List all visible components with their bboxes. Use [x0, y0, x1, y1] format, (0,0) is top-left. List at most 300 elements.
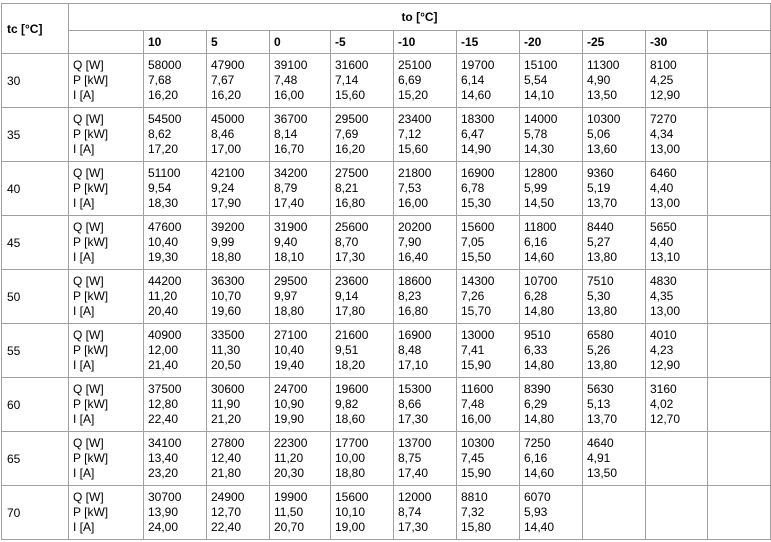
cell-value: 8,62 — [148, 127, 172, 141]
empty-cell — [646, 432, 708, 486]
table-row — [2, 432, 771, 486]
cell-value: 15,70 — [461, 304, 492, 318]
data-cell — [331, 54, 394, 108]
cell-value: 14,10 — [524, 88, 555, 102]
cell-value: 18,60 — [335, 412, 366, 426]
cell-value: 5,27 — [587, 235, 611, 249]
cell-value: 21,80 — [211, 466, 242, 480]
cell-value: 11,50 — [274, 505, 304, 519]
data-cell — [331, 324, 394, 378]
data-cell — [207, 486, 270, 540]
tc-value: 40 — [2, 162, 69, 216]
data-cell — [394, 486, 457, 540]
to-value-header: 0 — [270, 31, 331, 54]
cell-value: 19,40 — [274, 358, 305, 372]
data-cell — [144, 378, 207, 432]
cell-value: 11300 — [587, 58, 620, 72]
cell-value: 6,69 — [398, 73, 422, 87]
cell-value: 54500 — [148, 112, 182, 126]
cell-value: 14000 — [524, 112, 558, 126]
to-value-header: -25 — [583, 31, 646, 54]
cell-value: 14,60 — [461, 88, 492, 102]
cell-value: 31900 — [274, 220, 308, 234]
cell-value: 10300 — [461, 436, 495, 450]
cell-value: 8810 — [461, 490, 488, 504]
cell-value: 6,14 — [461, 73, 485, 87]
empty-cell — [708, 162, 771, 216]
cell-value: 45000 — [211, 112, 245, 126]
param-label: P [kW] — [73, 451, 109, 465]
cell-value: 7,12 — [398, 127, 422, 141]
cell-value: 7,32 — [461, 505, 485, 519]
param-labels — [69, 270, 144, 324]
cell-value: 27100 — [274, 328, 308, 342]
cell-value: 12000 — [398, 490, 432, 504]
cell-value: 17,30 — [335, 250, 366, 264]
to-header-spacer — [69, 31, 144, 54]
cell-value: 13,80 — [587, 358, 618, 372]
param-labels — [69, 324, 144, 378]
cell-value: 19700 — [461, 58, 495, 72]
cell-value: 5,54 — [524, 73, 548, 87]
data-cell — [457, 486, 520, 540]
table-row — [2, 108, 771, 162]
cell-value: 19,00 — [335, 520, 366, 534]
cell-value: 10300 — [587, 112, 621, 126]
cell-value: 15100 — [524, 58, 558, 72]
cell-value: 21600 — [335, 328, 369, 342]
cell-value: 6,47 — [461, 127, 485, 141]
cell-value: 34200 — [274, 166, 308, 180]
cell-value: 13000 — [461, 328, 495, 342]
cell-value: 12,90 — [650, 88, 681, 102]
cell-value: 5,99 — [524, 181, 548, 195]
table-row — [2, 216, 771, 270]
empty-cell — [583, 486, 646, 540]
cell-value: 7,05 — [461, 235, 485, 249]
cell-value: 13,00 — [650, 142, 681, 156]
data-cell — [646, 378, 708, 432]
empty-cell — [708, 216, 771, 270]
cell-value: 6,33 — [524, 343, 548, 357]
data-cell — [520, 432, 583, 486]
cell-value: 8,75 — [398, 451, 422, 465]
cell-value: 17,20 — [148, 142, 179, 156]
data-cell — [520, 324, 583, 378]
cell-value: 39100 — [274, 58, 308, 72]
cell-value: 4,40 — [650, 181, 674, 195]
data-cell — [583, 432, 646, 486]
cell-value: 19,60 — [211, 304, 242, 318]
cell-value: 17,10 — [398, 358, 429, 372]
table-row — [2, 270, 771, 324]
cell-value: 8,46 — [211, 127, 235, 141]
data-cell — [583, 216, 646, 270]
param-label: I [A] — [73, 358, 95, 372]
tc-value: 65 — [2, 432, 69, 486]
cell-value: 17,40 — [398, 466, 429, 480]
cell-value: 16,80 — [398, 304, 429, 318]
cell-value: 29500 — [274, 274, 308, 288]
cell-value: 7,67 — [211, 73, 235, 87]
data-cell — [646, 162, 708, 216]
param-label: P [kW] — [73, 235, 109, 249]
data-cell — [270, 108, 331, 162]
table-row — [2, 324, 771, 378]
cell-value: 8100 — [650, 58, 677, 72]
table-row — [2, 162, 771, 216]
tc-value: 45 — [2, 216, 69, 270]
empty-cell — [646, 486, 708, 540]
cell-value: 20200 — [398, 220, 432, 234]
empty-cell — [708, 54, 771, 108]
cell-value: 10,70 — [211, 289, 242, 303]
cell-value: 15,50 — [461, 250, 492, 264]
cell-value: 58000 — [148, 58, 182, 72]
data-cell — [394, 54, 457, 108]
cell-value: 18,30 — [148, 196, 179, 210]
cell-value: 11,30 — [211, 343, 241, 357]
cell-value: 15,30 — [461, 196, 492, 210]
data-cell — [457, 162, 520, 216]
cell-value: 8,74 — [398, 505, 422, 519]
data-cell — [520, 216, 583, 270]
cell-value: 33500 — [211, 328, 245, 342]
cell-value: 16,00 — [274, 88, 305, 102]
cell-value: 9,99 — [211, 235, 235, 249]
cell-value: 30700 — [148, 490, 182, 504]
data-cell — [270, 432, 331, 486]
cell-value: 36300 — [211, 274, 245, 288]
cell-value: 10,90 — [274, 397, 305, 411]
cell-value: 11,20 — [274, 451, 304, 465]
to-value-header: -5 — [331, 31, 394, 54]
param-label: I [A] — [73, 466, 95, 480]
param-labels — [69, 162, 144, 216]
cell-value: 13,80 — [587, 304, 618, 318]
cell-value: 27800 — [211, 436, 245, 450]
cell-value: 13,50 — [587, 466, 618, 480]
cell-value: 6,29 — [524, 397, 548, 411]
param-label: Q [W] — [73, 166, 104, 180]
cell-value: 15,80 — [461, 520, 492, 534]
cell-value: 23400 — [398, 112, 432, 126]
param-labels — [69, 216, 144, 270]
cell-value: 17,30 — [398, 412, 429, 426]
param-label: Q [W] — [73, 220, 104, 234]
cell-value: 13,60 — [587, 142, 618, 156]
empty-header-cell — [708, 31, 771, 54]
param-label: Q [W] — [73, 112, 104, 126]
cell-value: 4,23 — [650, 343, 674, 357]
cell-value: 21800 — [398, 166, 432, 180]
empty-cell — [708, 324, 771, 378]
cell-value: 4,40 — [650, 235, 674, 249]
cell-value: 16,80 — [335, 196, 366, 210]
cell-value: 15,20 — [398, 88, 429, 102]
cell-value: 8,21 — [335, 181, 359, 195]
cell-value: 7,41 — [461, 343, 485, 357]
cell-value: 23,20 — [148, 466, 179, 480]
data-cell — [457, 108, 520, 162]
cell-value: 19600 — [335, 382, 369, 396]
data-cell — [144, 54, 207, 108]
cell-value: 4,90 — [587, 73, 611, 87]
cell-value: 21,20 — [211, 412, 242, 426]
cell-value: 7,26 — [461, 289, 485, 303]
data-cell — [207, 270, 270, 324]
data-cell — [331, 216, 394, 270]
param-label: P [kW] — [73, 73, 109, 87]
cell-value: 5,30 — [587, 289, 611, 303]
cell-value: 17700 — [335, 436, 369, 450]
cell-value: 9,51 — [335, 343, 359, 357]
cell-value: 7250 — [524, 436, 551, 450]
tc-value: 50 — [2, 270, 69, 324]
cell-value: 8,14 — [274, 127, 298, 141]
cell-value: 18300 — [461, 112, 495, 126]
data-cell — [207, 54, 270, 108]
tc-value: 60 — [2, 378, 69, 432]
cell-value: 7,48 — [461, 397, 485, 411]
cell-value: 6070 — [524, 490, 551, 504]
cell-value: 16,70 — [274, 142, 305, 156]
cell-value: 10700 — [524, 274, 558, 288]
data-cell — [144, 432, 207, 486]
to-value-header: -10 — [394, 31, 457, 54]
cell-value: 42100 — [211, 166, 245, 180]
cell-value: 17,30 — [398, 520, 429, 534]
cell-value: 7,90 — [398, 235, 422, 249]
cell-value: 24700 — [274, 382, 308, 396]
cell-value: 20,50 — [211, 358, 242, 372]
cell-value: 8390 — [524, 382, 551, 396]
data-cell — [457, 324, 520, 378]
cell-value: 15600 — [461, 220, 495, 234]
cell-value: 16,20 — [335, 142, 366, 156]
param-label: I [A] — [73, 250, 95, 264]
param-label: Q [W] — [73, 58, 104, 72]
cell-value: 10,10 — [335, 505, 366, 519]
cell-value: 5,93 — [524, 505, 548, 519]
data-cell — [520, 378, 583, 432]
cell-value: 5630 — [587, 382, 614, 396]
to-value-header: 5 — [207, 31, 270, 54]
data-cell — [457, 270, 520, 324]
table-row — [2, 54, 771, 108]
cell-value: 17,80 — [335, 304, 366, 318]
data-cell — [270, 162, 331, 216]
param-label: P [kW] — [73, 127, 109, 141]
param-labels — [69, 108, 144, 162]
to-value-header: 10 — [144, 31, 207, 54]
cell-value: 17,00 — [211, 142, 242, 156]
cell-value: 29500 — [335, 112, 369, 126]
data-cell — [394, 378, 457, 432]
cell-value: 6,78 — [461, 181, 485, 195]
cell-value: 13,50 — [587, 88, 618, 102]
cell-value: 8,70 — [335, 235, 359, 249]
cell-value: 9,14 — [335, 289, 359, 303]
data-cell — [457, 378, 520, 432]
cell-value: 10,40 — [274, 343, 305, 357]
data-cell — [394, 162, 457, 216]
data-cell — [207, 162, 270, 216]
data-cell — [331, 270, 394, 324]
param-label: P [kW] — [73, 343, 109, 357]
cell-value: 19,90 — [274, 412, 305, 426]
param-label: P [kW] — [73, 289, 109, 303]
param-label: I [A] — [73, 412, 95, 426]
cell-value: 27500 — [335, 166, 369, 180]
param-label: P [kW] — [73, 181, 109, 195]
cell-value: 8,23 — [398, 289, 422, 303]
cell-value: 47900 — [211, 58, 245, 72]
tc-header: tc [°C] — [2, 4, 69, 54]
empty-cell — [708, 486, 771, 540]
param-label: Q [W] — [73, 436, 104, 450]
cell-value: 12,70 — [650, 412, 681, 426]
cell-value: 4,02 — [650, 397, 674, 411]
cell-value: 16900 — [461, 166, 495, 180]
cell-value: 44200 — [148, 274, 182, 288]
cell-value: 4,91 — [587, 451, 611, 465]
cell-value: 5,06 — [587, 127, 611, 141]
cell-value: 11600 — [461, 382, 494, 396]
data-cell — [520, 54, 583, 108]
param-label: Q [W] — [73, 328, 104, 342]
cell-value: 21,40 — [148, 358, 179, 372]
data-cell — [646, 54, 708, 108]
tc-value: 70 — [2, 486, 69, 540]
cell-value: 20,40 — [148, 304, 179, 318]
cell-value: 6,16 — [524, 451, 548, 465]
cell-value: 15,60 — [398, 142, 429, 156]
cell-value: 14,60 — [524, 250, 555, 264]
cell-value: 14,90 — [461, 142, 492, 156]
cell-value: 16,40 — [398, 250, 429, 264]
cell-value: 13700 — [398, 436, 432, 450]
cell-value: 6,28 — [524, 289, 548, 303]
cell-value: 6580 — [587, 328, 614, 342]
param-label: Q [W] — [73, 382, 104, 396]
cell-value: 18600 — [398, 274, 432, 288]
cell-value: 15,90 — [461, 466, 492, 480]
cell-value: 15300 — [398, 382, 432, 396]
data-cell — [583, 324, 646, 378]
param-labels — [69, 378, 144, 432]
param-labels — [69, 432, 144, 486]
data-cell — [520, 108, 583, 162]
cell-value: 16,00 — [461, 412, 492, 426]
cell-value: 34100 — [148, 436, 182, 450]
data-cell — [144, 108, 207, 162]
cell-value: 18,20 — [335, 358, 366, 372]
cell-value: 4,35 — [650, 289, 674, 303]
table-row — [2, 486, 771, 540]
cell-value: 4010 — [650, 328, 677, 342]
cell-value: 11800 — [524, 220, 557, 234]
cell-value: 16,20 — [148, 88, 179, 102]
cell-value: 12,70 — [211, 505, 242, 519]
data-cell — [583, 108, 646, 162]
data-cell — [583, 162, 646, 216]
cell-value: 14,80 — [524, 412, 555, 426]
data-cell — [520, 162, 583, 216]
cell-value: 22,40 — [148, 412, 179, 426]
cell-value: 4640 — [587, 436, 614, 450]
data-cell — [207, 108, 270, 162]
cell-value: 5,78 — [524, 127, 548, 141]
cell-value: 24900 — [211, 490, 245, 504]
data-cell — [144, 270, 207, 324]
cell-value: 4,34 — [650, 127, 674, 141]
cell-value: 36700 — [274, 112, 308, 126]
data-cell — [270, 216, 331, 270]
param-label: I [A] — [73, 142, 95, 156]
cell-value: 14,40 — [524, 520, 555, 534]
cell-value: 9510 — [524, 328, 551, 342]
cell-value: 18,80 — [274, 304, 305, 318]
cell-value: 8,48 — [398, 343, 422, 357]
data-cell — [394, 324, 457, 378]
cell-value: 7510 — [587, 274, 614, 288]
cell-value: 8,66 — [398, 397, 422, 411]
cell-value: 14,80 — [524, 304, 555, 318]
param-label: Q [W] — [73, 490, 104, 504]
empty-cell — [708, 108, 771, 162]
param-label: I [A] — [73, 196, 95, 210]
cell-value: 7,68 — [148, 73, 172, 87]
cell-value: 23600 — [335, 274, 369, 288]
data-cell — [331, 486, 394, 540]
cell-value: 9,54 — [148, 181, 172, 195]
data-cell — [331, 162, 394, 216]
cell-value: 51100 — [148, 166, 181, 180]
param-label: P [kW] — [73, 397, 109, 411]
cell-value: 7,45 — [461, 451, 485, 465]
data-cell — [207, 324, 270, 378]
param-label: I [A] — [73, 304, 95, 318]
cell-value: 11,20 — [148, 289, 178, 303]
cell-value: 19900 — [274, 490, 308, 504]
data-cell — [207, 216, 270, 270]
cell-value: 12800 — [524, 166, 558, 180]
data-cell — [207, 378, 270, 432]
data-cell — [457, 54, 520, 108]
cell-value: 8,79 — [274, 181, 298, 195]
cell-value: 7,53 — [398, 181, 422, 195]
cell-value: 14,80 — [524, 358, 555, 372]
cell-value: 16,20 — [211, 88, 242, 102]
cell-value: 14300 — [461, 274, 495, 288]
data-cell — [583, 270, 646, 324]
cell-value: 7,69 — [335, 127, 359, 141]
cell-value: 5,13 — [587, 397, 611, 411]
data-cell — [270, 54, 331, 108]
param-label: I [A] — [73, 520, 95, 534]
cell-value: 12,90 — [650, 358, 681, 372]
cell-value: 18,80 — [335, 466, 366, 480]
cell-value: 13,90 — [148, 505, 179, 519]
cell-value: 8440 — [587, 220, 614, 234]
tc-value: 55 — [2, 324, 69, 378]
data-cell — [394, 432, 457, 486]
data-cell — [646, 216, 708, 270]
cell-value: 24,00 — [148, 520, 179, 534]
data-cell — [331, 432, 394, 486]
cell-value: 4830 — [650, 274, 677, 288]
